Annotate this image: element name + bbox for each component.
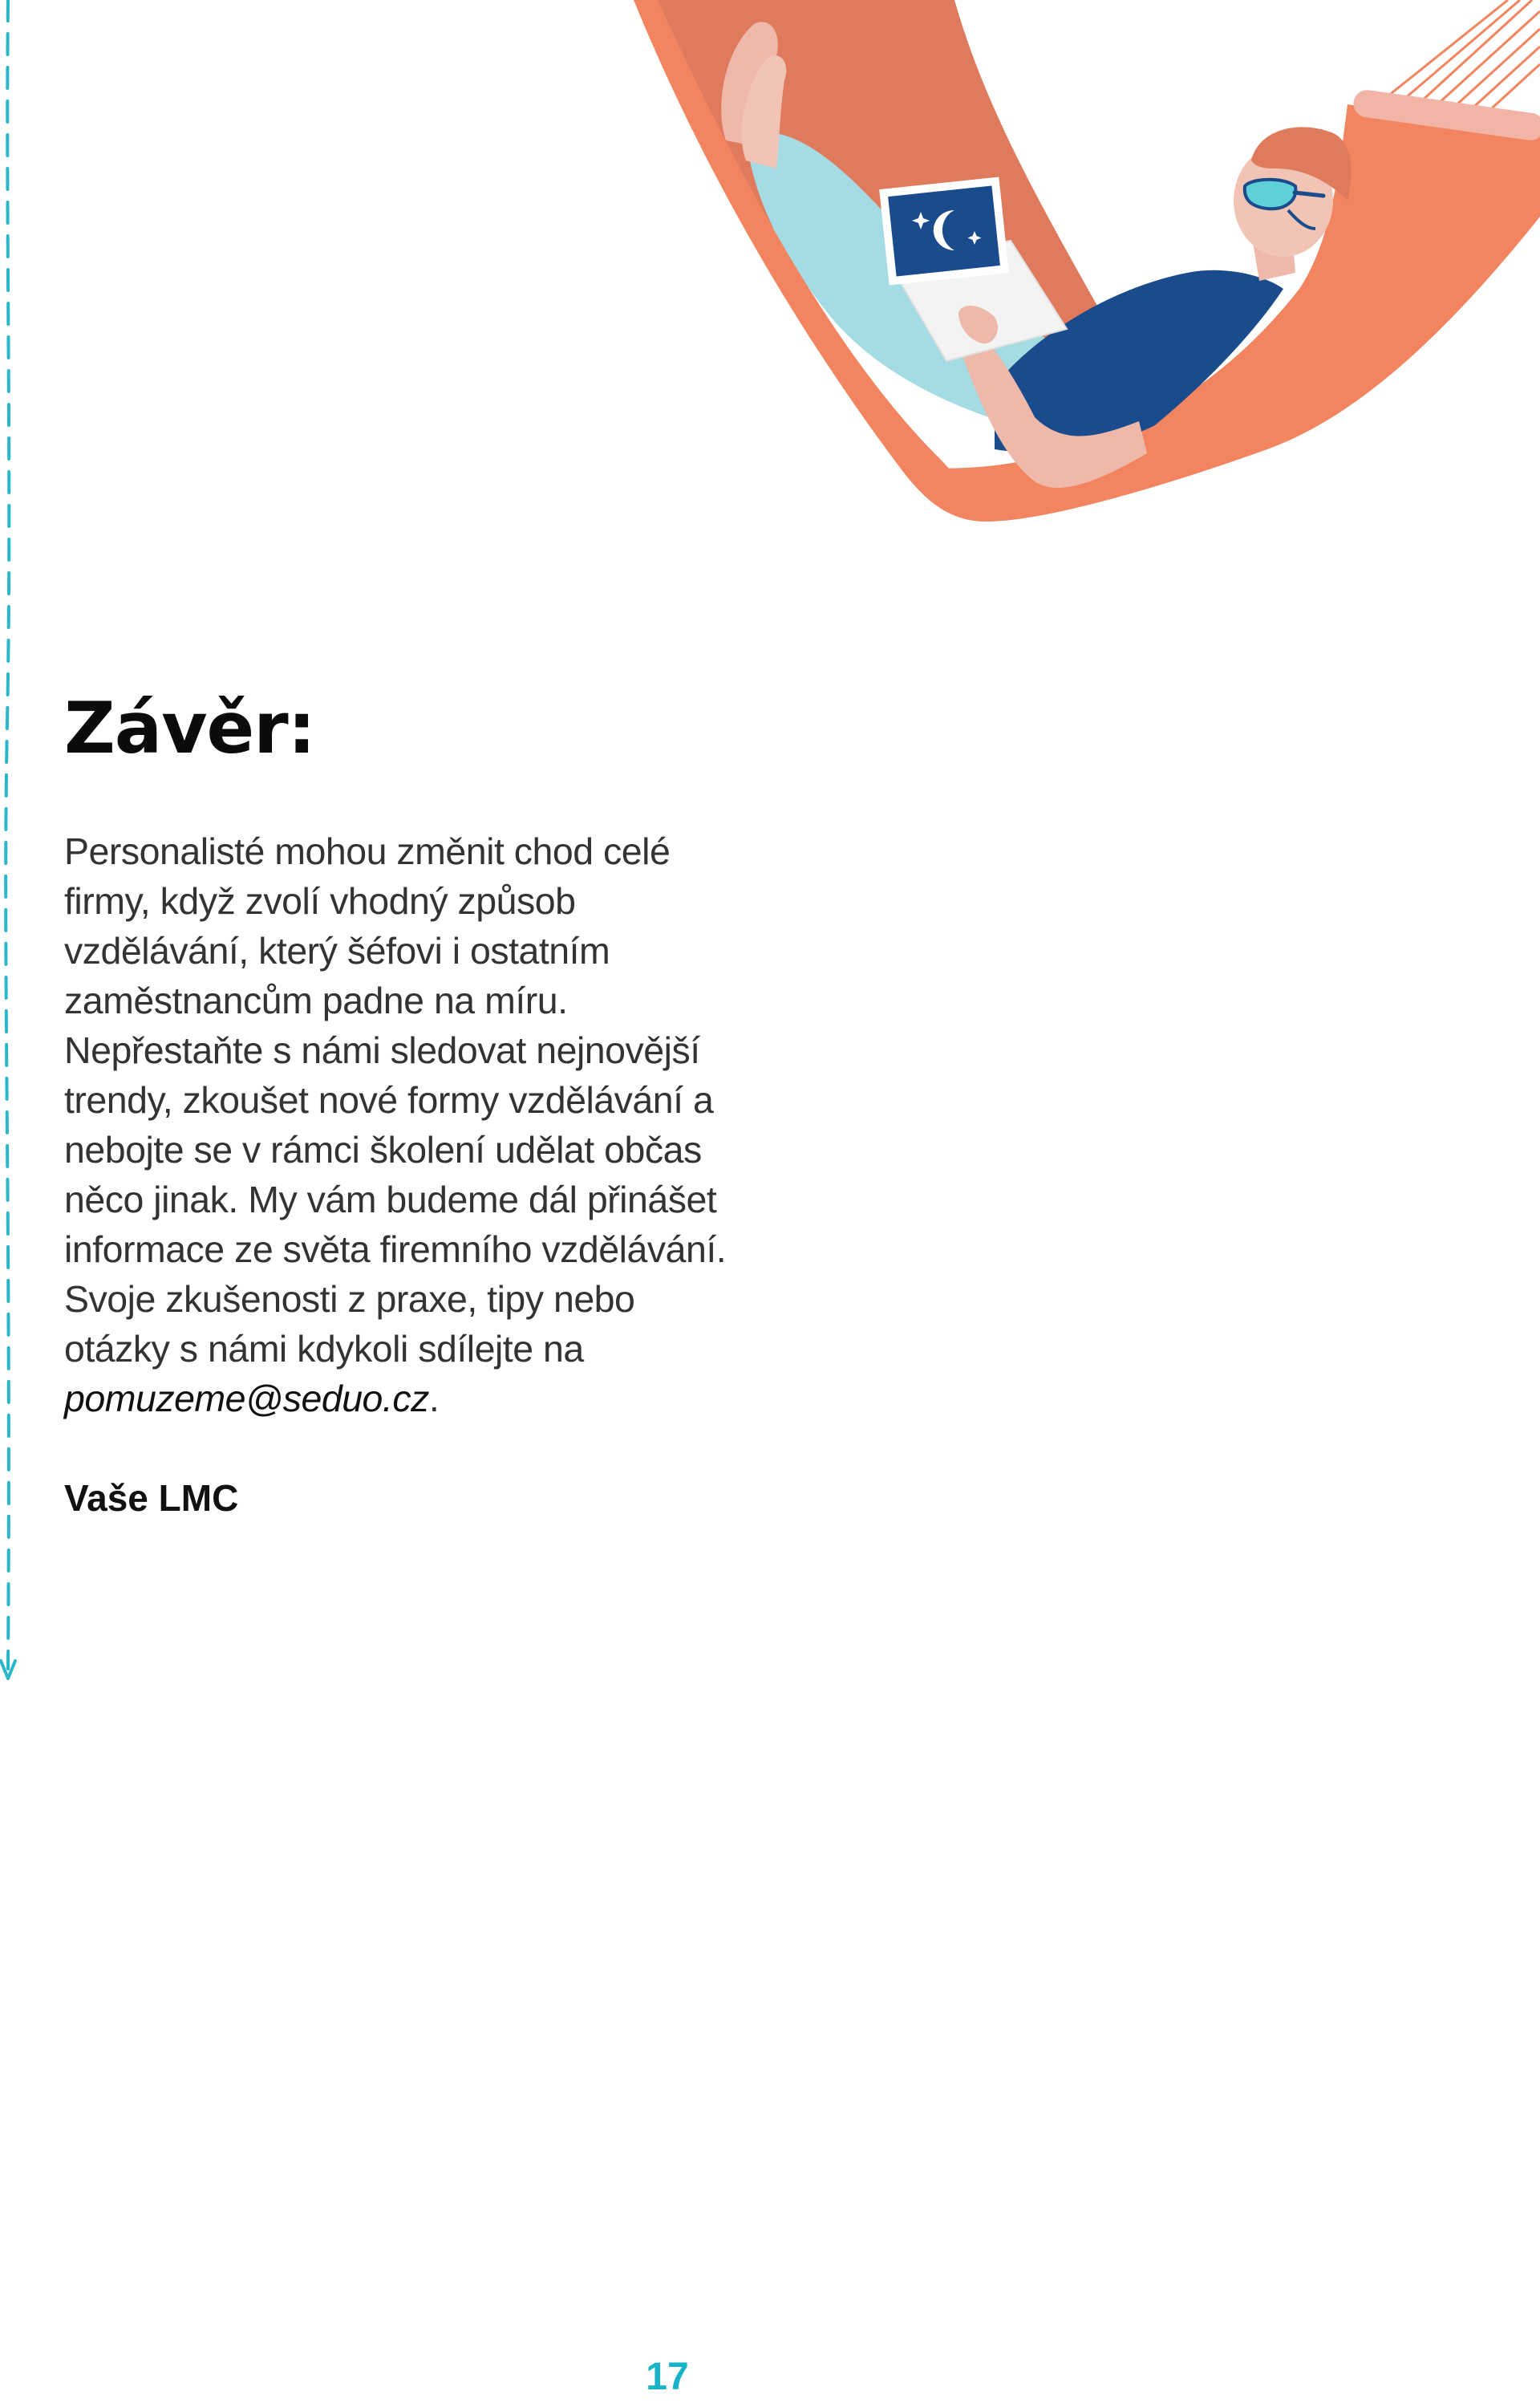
contact-email[interactable]: pomuzeme@seduo.cz — [64, 1378, 429, 1419]
paragraph-text: Personalisté mohou změnit chod celé firmy, když zvolí vhodný způsob vzdělávání, který šéfovi i ostatním zaměstnancům padne na míru. Nepřestaňte s námi sledovat nejnovější trendy, zkoušet nové formy vzdělávání a nebojte se v rámci školení udělat občas něco jinak. My vám budeme dál přinášet informace ze světa firemního vzdělávání. Svoje zkušenosti z praxe, tipy nebo otázky s námi kdykoli sdílejte na — [64, 830, 727, 1370]
dashed-arrow-line — [0, 0, 32, 1693]
laptop-screen — [879, 177, 1009, 285]
hammock-illustration — [610, 0, 1540, 546]
page-heading: Závěr: — [64, 687, 315, 769]
paragraph-end: . — [428, 1378, 440, 1419]
conclusion-paragraph — [64, 826, 738, 1423]
signature: Vaše LMC — [64, 1477, 239, 1519]
page-number: 17 — [646, 2356, 689, 2398]
sleep-mask-icon — [1245, 180, 1296, 209]
